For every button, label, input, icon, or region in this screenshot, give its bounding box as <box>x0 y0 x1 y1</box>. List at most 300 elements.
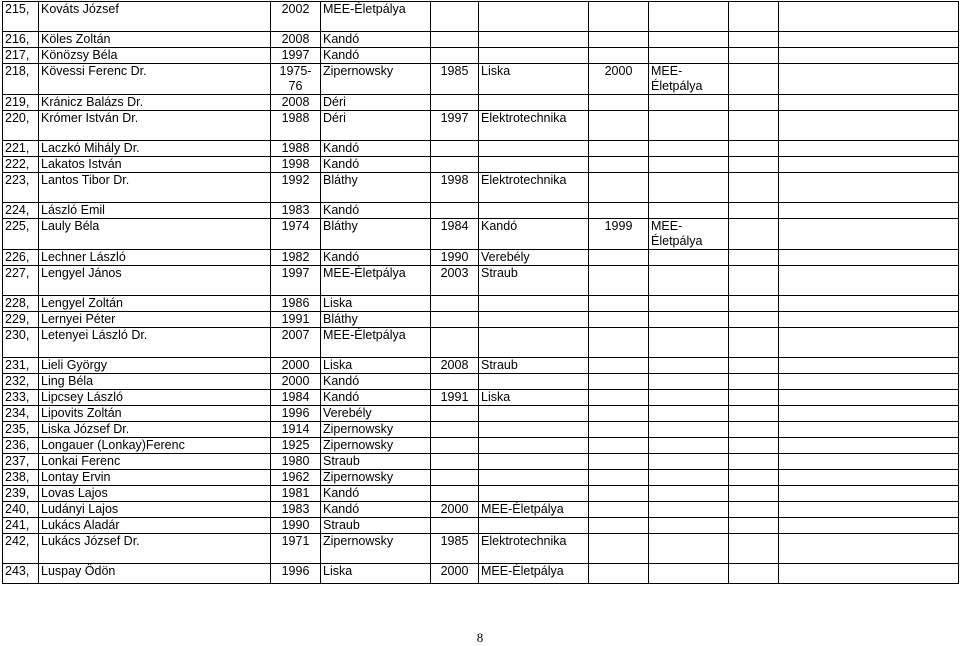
award-year: 1984 <box>271 390 321 406</box>
empty-cell <box>729 64 779 95</box>
empty-cell <box>589 157 649 173</box>
empty-cell <box>649 374 729 390</box>
empty-cell <box>729 518 779 534</box>
empty-cell <box>479 422 589 438</box>
person-name: Letenyei László Dr. <box>39 328 271 358</box>
table-row <box>3 32 959 48</box>
row-number: 227, <box>3 266 39 296</box>
award-prize: Bláthy <box>321 173 431 203</box>
person-name: Longauer (Lonkay)Ferenc <box>39 438 271 454</box>
empty-cell <box>649 486 729 502</box>
empty-cell <box>729 564 779 584</box>
empty-cell <box>649 157 729 173</box>
person-name: Lipovits Zoltán <box>39 406 271 422</box>
table-row <box>3 157 959 173</box>
person-name: Lontay Ervin <box>39 470 271 486</box>
award-prize: MEE-Életpálya <box>321 2 431 32</box>
table-row <box>3 358 959 374</box>
table-row <box>3 95 959 111</box>
empty-cell <box>729 422 779 438</box>
empty-cell <box>729 32 779 48</box>
award-prize: Liska <box>321 296 431 312</box>
empty-cell <box>779 454 959 470</box>
table-row <box>3 564 959 584</box>
empty-cell <box>479 470 589 486</box>
award-year: 2008 <box>271 32 321 48</box>
row-number: 223, <box>3 173 39 203</box>
award-prize: Straub <box>479 358 589 374</box>
person-name: Lovas Lajos <box>39 486 271 502</box>
award-prize: Kandó <box>321 250 431 266</box>
empty-cell <box>479 328 589 358</box>
award-prize: Kandó <box>321 390 431 406</box>
empty-cell <box>649 2 729 32</box>
empty-cell <box>589 32 649 48</box>
empty-cell <box>589 422 649 438</box>
row-number: 229, <box>3 312 39 328</box>
empty-cell <box>729 486 779 502</box>
award-year: 1925 <box>271 438 321 454</box>
empty-cell <box>779 141 959 157</box>
award-prize: Zipernowsky <box>321 534 431 564</box>
awards-table <box>2 1 959 584</box>
row-number: 221, <box>3 141 39 157</box>
empty-cell <box>779 486 959 502</box>
empty-cell <box>779 328 959 358</box>
empty-cell <box>479 48 589 64</box>
table-row <box>3 266 959 296</box>
empty-cell <box>589 266 649 296</box>
table-row <box>3 422 959 438</box>
table-row <box>3 141 959 157</box>
empty-cell <box>431 203 479 219</box>
award-year: 1992 <box>271 173 321 203</box>
empty-cell <box>649 203 729 219</box>
empty-cell <box>729 438 779 454</box>
row-number: 224, <box>3 203 39 219</box>
person-name: Lipcsey László <box>39 390 271 406</box>
table-row <box>3 250 959 266</box>
table-row <box>3 2 959 32</box>
person-name: Krómer István Dr. <box>39 111 271 141</box>
empty-cell <box>779 64 959 95</box>
award-year: 1974 <box>271 219 321 250</box>
empty-cell <box>649 141 729 157</box>
empty-cell <box>779 422 959 438</box>
empty-cell <box>729 374 779 390</box>
empty-cell <box>779 470 959 486</box>
award-year: 1988 <box>271 111 321 141</box>
empty-cell <box>479 157 589 173</box>
empty-cell <box>479 374 589 390</box>
table-row <box>3 328 959 358</box>
empty-cell <box>779 438 959 454</box>
award-year: 1971 <box>271 534 321 564</box>
empty-cell <box>779 390 959 406</box>
person-name: Luspay Ödön <box>39 564 271 584</box>
row-number: 219, <box>3 95 39 111</box>
award-prize: Kandó <box>321 374 431 390</box>
row-number: 240, <box>3 502 39 518</box>
person-name: Ling Béla <box>39 374 271 390</box>
table-row <box>3 502 959 518</box>
award-prize: Déri <box>321 111 431 141</box>
table-row <box>3 203 959 219</box>
award-year: 1985 <box>431 64 479 95</box>
row-number: 243, <box>3 564 39 584</box>
row-number: 239, <box>3 486 39 502</box>
person-name: Lonkai Ferenc <box>39 454 271 470</box>
person-name: László Emil <box>39 203 271 219</box>
award-year: 2008 <box>271 95 321 111</box>
empty-cell <box>479 2 589 32</box>
empty-cell <box>729 157 779 173</box>
empty-cell <box>649 250 729 266</box>
award-prize: MEE-Életpálya <box>649 219 729 250</box>
award-prize: Zipernowsky <box>321 470 431 486</box>
row-number: 241, <box>3 518 39 534</box>
empty-cell <box>779 95 959 111</box>
person-name: Lengyel Zoltán <box>39 296 271 312</box>
person-name: Lauly Béla <box>39 219 271 250</box>
empty-cell <box>779 203 959 219</box>
award-prize: Kandó <box>479 219 589 250</box>
empty-cell <box>431 141 479 157</box>
award-year: 1997 <box>431 111 479 141</box>
empty-cell <box>649 328 729 358</box>
award-prize: Liska <box>479 390 589 406</box>
page-number: 8 <box>476 630 484 645</box>
row-number: 230, <box>3 328 39 358</box>
empty-cell <box>729 95 779 111</box>
award-prize: Bláthy <box>321 312 431 328</box>
table-row <box>3 219 959 250</box>
empty-cell <box>431 32 479 48</box>
row-number: 217, <box>3 48 39 64</box>
award-year: 1981 <box>271 486 321 502</box>
empty-cell <box>649 564 729 584</box>
table-row <box>3 48 959 64</box>
empty-cell <box>589 454 649 470</box>
person-name: Ludányi Lajos <box>39 502 271 518</box>
award-year: 1991 <box>431 390 479 406</box>
award-prize: MEE-Életpálya <box>479 502 589 518</box>
empty-cell <box>649 502 729 518</box>
table-row <box>3 454 959 470</box>
empty-cell <box>779 358 959 374</box>
empty-cell <box>649 454 729 470</box>
empty-cell <box>589 564 649 584</box>
award-prize: Zipernowsky <box>321 422 431 438</box>
empty-cell <box>729 219 779 250</box>
empty-cell <box>589 48 649 64</box>
award-prize: Liska <box>321 564 431 584</box>
empty-cell <box>479 296 589 312</box>
empty-cell <box>589 358 649 374</box>
empty-cell <box>589 250 649 266</box>
row-number: 242, <box>3 534 39 564</box>
award-prize: Kandó <box>321 141 431 157</box>
award-prize: Verebély <box>479 250 589 266</box>
empty-cell <box>589 203 649 219</box>
award-year: 1990 <box>431 250 479 266</box>
empty-cell <box>649 406 729 422</box>
row-number: 232, <box>3 374 39 390</box>
award-year: 2000 <box>589 64 649 95</box>
empty-cell <box>431 95 479 111</box>
person-name: Laczkó Mihály Dr. <box>39 141 271 157</box>
empty-cell <box>431 454 479 470</box>
empty-cell <box>779 219 959 250</box>
empty-cell <box>431 486 479 502</box>
empty-cell <box>479 454 589 470</box>
row-number: 233, <box>3 390 39 406</box>
empty-cell <box>431 518 479 534</box>
row-number: 215, <box>3 2 39 32</box>
award-year: 1914 <box>271 422 321 438</box>
empty-cell <box>431 2 479 32</box>
empty-cell <box>729 534 779 564</box>
empty-cell <box>779 2 959 32</box>
person-name: Lantos Tibor Dr. <box>39 173 271 203</box>
table-row <box>3 296 959 312</box>
empty-cell <box>649 95 729 111</box>
empty-cell <box>729 111 779 141</box>
person-name: Kováts József <box>39 2 271 32</box>
empty-cell <box>431 470 479 486</box>
award-prize: Déri <box>321 95 431 111</box>
person-name: Kövessi Ferenc Dr. <box>39 64 271 95</box>
person-name: Lechner László <box>39 250 271 266</box>
empty-cell <box>729 390 779 406</box>
table-row <box>3 534 959 564</box>
person-name: Liska József Dr. <box>39 422 271 438</box>
award-year: 1997 <box>271 48 321 64</box>
person-name: Lukács Aladár <box>39 518 271 534</box>
person-name: Kránicz Balázs Dr. <box>39 95 271 111</box>
award-year: 2002 <box>271 2 321 32</box>
row-number: 237, <box>3 454 39 470</box>
award-year: 1999 <box>589 219 649 250</box>
table-row <box>3 518 959 534</box>
person-name: Lukács József Dr. <box>39 534 271 564</box>
table-row <box>3 111 959 141</box>
table-row <box>3 312 959 328</box>
empty-cell <box>779 502 959 518</box>
empty-cell <box>589 374 649 390</box>
empty-cell <box>729 266 779 296</box>
empty-cell <box>649 470 729 486</box>
empty-cell <box>649 312 729 328</box>
empty-cell <box>729 502 779 518</box>
empty-cell <box>431 406 479 422</box>
empty-cell <box>589 312 649 328</box>
table-row <box>3 64 959 95</box>
award-prize: Kandó <box>321 157 431 173</box>
award-prize: MEE-Életpálya <box>321 328 431 358</box>
row-number: 238, <box>3 470 39 486</box>
empty-cell <box>729 454 779 470</box>
empty-cell <box>589 95 649 111</box>
award-year: 1980 <box>271 454 321 470</box>
award-prize: Kandó <box>321 32 431 48</box>
empty-cell <box>479 95 589 111</box>
award-prize: MEE-Életpálya <box>321 266 431 296</box>
empty-cell <box>479 438 589 454</box>
award-year: 2000 <box>431 502 479 518</box>
award-year: 1983 <box>271 203 321 219</box>
award-prize: Bláthy <box>321 219 431 250</box>
award-prize: Kandó <box>321 486 431 502</box>
award-year: 1996 <box>271 406 321 422</box>
award-year: 1998 <box>271 157 321 173</box>
empty-cell <box>729 406 779 422</box>
award-year: 1990 <box>271 518 321 534</box>
award-year: 2000 <box>431 564 479 584</box>
award-prize: Kandó <box>321 502 431 518</box>
empty-cell <box>589 518 649 534</box>
award-year: 1962 <box>271 470 321 486</box>
empty-cell <box>649 32 729 48</box>
row-number: 235, <box>3 422 39 438</box>
empty-cell <box>779 173 959 203</box>
empty-cell <box>729 141 779 157</box>
empty-cell <box>589 328 649 358</box>
empty-cell <box>589 438 649 454</box>
award-year: 1986 <box>271 296 321 312</box>
table-row <box>3 374 959 390</box>
award-year: 1982 <box>271 250 321 266</box>
person-name: Köles Zoltán <box>39 32 271 48</box>
row-number: 222, <box>3 157 39 173</box>
empty-cell <box>649 266 729 296</box>
empty-cell <box>779 564 959 584</box>
empty-cell <box>589 486 649 502</box>
empty-cell <box>479 486 589 502</box>
empty-cell <box>431 157 479 173</box>
empty-cell <box>589 173 649 203</box>
empty-cell <box>589 534 649 564</box>
award-year: 1996 <box>271 564 321 584</box>
empty-cell <box>431 374 479 390</box>
award-prize: Zipernowsky <box>321 64 431 95</box>
empty-cell <box>779 111 959 141</box>
table-row <box>3 486 959 502</box>
award-year: 2008 <box>431 358 479 374</box>
empty-cell <box>649 438 729 454</box>
empty-cell <box>431 328 479 358</box>
empty-cell <box>729 48 779 64</box>
table-row <box>3 390 959 406</box>
award-prize: Elektrotechnika <box>479 534 589 564</box>
row-number: 226, <box>3 250 39 266</box>
empty-cell <box>649 296 729 312</box>
empty-cell <box>589 390 649 406</box>
row-number: 234, <box>3 406 39 422</box>
empty-cell <box>729 250 779 266</box>
award-year: 2000 <box>271 374 321 390</box>
award-year: 1997 <box>271 266 321 296</box>
table-row <box>3 470 959 486</box>
table-row <box>3 438 959 454</box>
empty-cell <box>729 203 779 219</box>
row-number: 231, <box>3 358 39 374</box>
row-number: 218, <box>3 64 39 95</box>
award-year: 2007 <box>271 328 321 358</box>
empty-cell <box>779 48 959 64</box>
award-prize: Elektrotechnika <box>479 173 589 203</box>
empty-cell <box>649 48 729 64</box>
empty-cell <box>479 406 589 422</box>
award-prize: Liska <box>479 64 589 95</box>
award-prize: Kandó <box>321 203 431 219</box>
empty-cell <box>431 48 479 64</box>
award-prize: MEE-Életpálya <box>479 564 589 584</box>
person-name: Könözsy Béla <box>39 48 271 64</box>
award-prize: Verebély <box>321 406 431 422</box>
empty-cell <box>649 422 729 438</box>
row-number: 225, <box>3 219 39 250</box>
empty-cell <box>649 534 729 564</box>
table-row <box>3 406 959 422</box>
award-year: 1975-76 <box>271 64 321 95</box>
empty-cell <box>431 422 479 438</box>
empty-cell <box>649 518 729 534</box>
award-prize: Kandó <box>321 48 431 64</box>
award-year: 1991 <box>271 312 321 328</box>
empty-cell <box>729 312 779 328</box>
empty-cell <box>479 32 589 48</box>
award-year: 2003 <box>431 266 479 296</box>
award-prize: Liska <box>321 358 431 374</box>
empty-cell <box>729 470 779 486</box>
award-year: 1988 <box>271 141 321 157</box>
person-name: Lernyei Péter <box>39 312 271 328</box>
empty-cell <box>649 111 729 141</box>
empty-cell <box>779 534 959 564</box>
empty-cell <box>779 296 959 312</box>
empty-cell <box>779 374 959 390</box>
empty-cell <box>479 141 589 157</box>
empty-cell <box>589 502 649 518</box>
empty-cell <box>729 328 779 358</box>
award-year: 2000 <box>271 358 321 374</box>
empty-cell <box>779 250 959 266</box>
empty-cell <box>589 141 649 157</box>
empty-cell <box>589 111 649 141</box>
award-year: 1985 <box>431 534 479 564</box>
empty-cell <box>779 266 959 296</box>
empty-cell <box>729 173 779 203</box>
award-year: 1983 <box>271 502 321 518</box>
empty-cell <box>479 518 589 534</box>
award-prize: Straub <box>321 454 431 470</box>
person-name: Lakatos István <box>39 157 271 173</box>
row-number: 220, <box>3 111 39 141</box>
empty-cell <box>479 312 589 328</box>
empty-cell <box>729 296 779 312</box>
empty-cell <box>479 203 589 219</box>
person-name: Lengyel János <box>39 266 271 296</box>
empty-cell <box>779 32 959 48</box>
award-prize: MEE-Életpálya <box>649 64 729 95</box>
empty-cell <box>729 2 779 32</box>
award-year: 1984 <box>431 219 479 250</box>
empty-cell <box>779 312 959 328</box>
award-prize: Straub <box>479 266 589 296</box>
empty-cell <box>431 438 479 454</box>
row-number: 216, <box>3 32 39 48</box>
